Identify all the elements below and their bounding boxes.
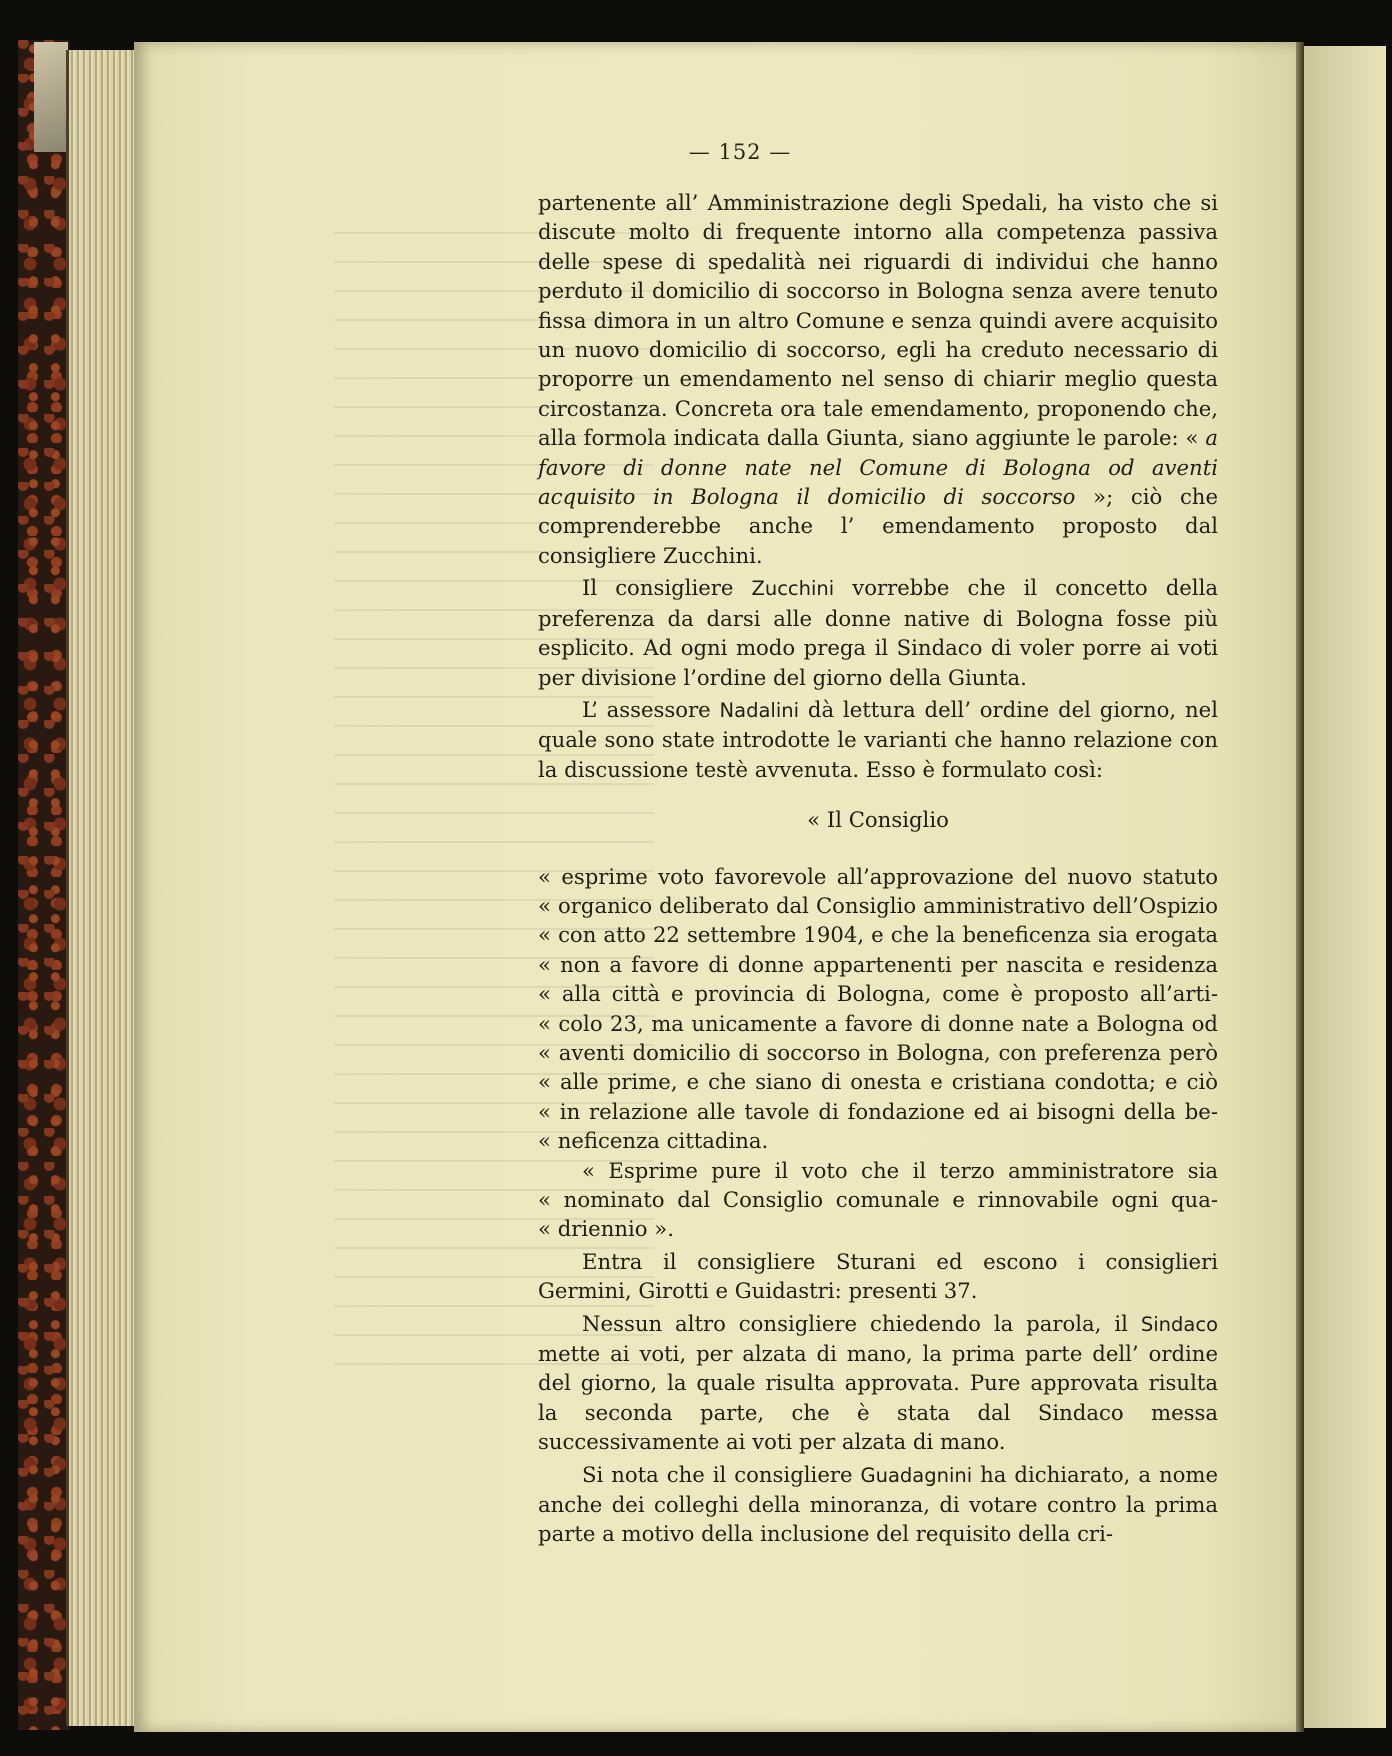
amendment-italic: a favore di donne nate nel Comune di Bologna od aventi acquisito in Bologna il domicilio di soccorso — [538, 425, 1218, 510]
quote-line: « nominato dal Consiglio comunale e rinnovabile ogni qua- — [538, 1187, 1218, 1212]
quote-line: « neficenza cittadina. — [538, 1128, 769, 1154]
quote-line: « alle prime, e che siano di onesta e cristiana condotta; e ciò — [538, 1069, 1218, 1095]
speaker-name: Guadagnini — [860, 1463, 973, 1487]
paragraph-2-text-b: vorrebbe che il concetto della preferenza da darsi alle donne native di Bologna fosse più esplicito. Ad ogni modo prega il Sindaco di voler porre ai voti per divisione l’ordine del giorno della Giunta. — [538, 575, 1218, 690]
book-gutter — [1296, 42, 1304, 1732]
paragraph-3 — [538, 695, 1218, 784]
quote-line: « driennio ». — [538, 1216, 674, 1242]
quote-line: « con atto 22 settembre 1904, e che la beneficenza sia erogata — [538, 922, 1218, 948]
quote-line: « non a favore di donne appartenenti per nascita e residenza — [538, 951, 1218, 977]
speaker-name: Zucchini — [751, 577, 835, 601]
speaker-name: Sindaco — [1140, 1312, 1218, 1336]
paragraph-6 — [538, 1460, 1218, 1549]
paragraph-5-text-a: Nessun altro consigliere chiedendo la parola, il — [582, 1310, 1141, 1336]
paragraph-5-text-b: mette ai voti, per alzata di mano, la prima parte dell’ ordine del giorno, la quale risulta approvata. Pure approvata risulta la seconda parte, che è stata dal Sindaco messa successivamente ai voti per alzata di mano. — [538, 1341, 1218, 1455]
paragraph-2-text-a: Il consigliere — [582, 575, 752, 601]
quote-line: « aventi domicilio di soccorso in Bologna, con preferenza però — [538, 1039, 1218, 1065]
quote-line: « in relazione alle tavole di fondazione ed ai bisogni della be- — [538, 1098, 1218, 1124]
quote-line: « colo 23, ma unicamente a favore di donne nate a Bologna od — [538, 1010, 1218, 1036]
quote-line: « organico deliberato dal Consiglio amministrativo dell’Ospizio — [538, 892, 1218, 918]
speaker-name: Nadalini — [719, 698, 800, 722]
quote-line: « Esprime pure il voto che il terzo amministratore sia — [582, 1157, 1218, 1183]
paragraph-6-text-a: Si nota che il consigliere — [582, 1461, 861, 1487]
resolution-quote — [538, 862, 1218, 1244]
paragraph-3-text-a: L’ assessore — [582, 696, 720, 722]
paragraph-5 — [538, 1309, 1218, 1457]
paragraph-4: Entra il consigliere Sturani ed escono i consiglieri Germini, Girotti e Guidastri: presenti 37. — [538, 1248, 1218, 1304]
quote-line: « esprime voto favorevole all’approvazione del nuovo statuto — [538, 863, 1218, 889]
facing-page-edge — [1304, 46, 1386, 1728]
page-edges — [66, 50, 139, 1726]
text-column — [538, 188, 1218, 1549]
page-number: — 152 — — [688, 140, 792, 164]
cover-corner — [34, 42, 68, 152]
marbled-book-cover — [18, 40, 70, 1730]
paragraph-3-text-b: dà lettura dell’ ordine del giorno, nel quale sono state introdotte le varianti che hanno relazione con la discussione testè avvenuta. Esso è formulato così: — [538, 696, 1218, 782]
paragraph-6-text-b: ha dichiarato, a nome anche dei colleghi della minoranza, di votare contro la prima parte a motivo della inclusione del requisito della cri- — [538, 1461, 1219, 1547]
quote-line: « alla città e provincia di Bologna, come è proposto all’arti- — [538, 981, 1218, 1007]
paragraph-1-text-a: partenente all’ Amministrazione degli Spedali, ha visto che si discute molto di frequente intorno alla competenza passiva delle spese di spedalità nei riguardi di individui che hanno perduto il domicilio di soccorso in Bologna senza avere tenuto fissa dimora in un altro Comune e senza quindi avere acquisito un nuovo domicilio di soccorso, egli ha creduto necessario di proporre un emendamento nel senso di chiarir meglio questa circostanza. Concreta ora tale emendamento, proponendo che, alla formola indicata dalla Giunta, siano aggiunte le parole: « — [538, 190, 1218, 451]
paragraph-2 — [538, 573, 1218, 692]
quote-heading: « Il Consiglio — [807, 807, 949, 833]
paragraph-1-text-b: »; ciò che comprenderebbe anche l’ emendamento proposto dal consigliere Zucchini. — [538, 484, 1218, 568]
paragraph-1 — [538, 188, 1218, 570]
